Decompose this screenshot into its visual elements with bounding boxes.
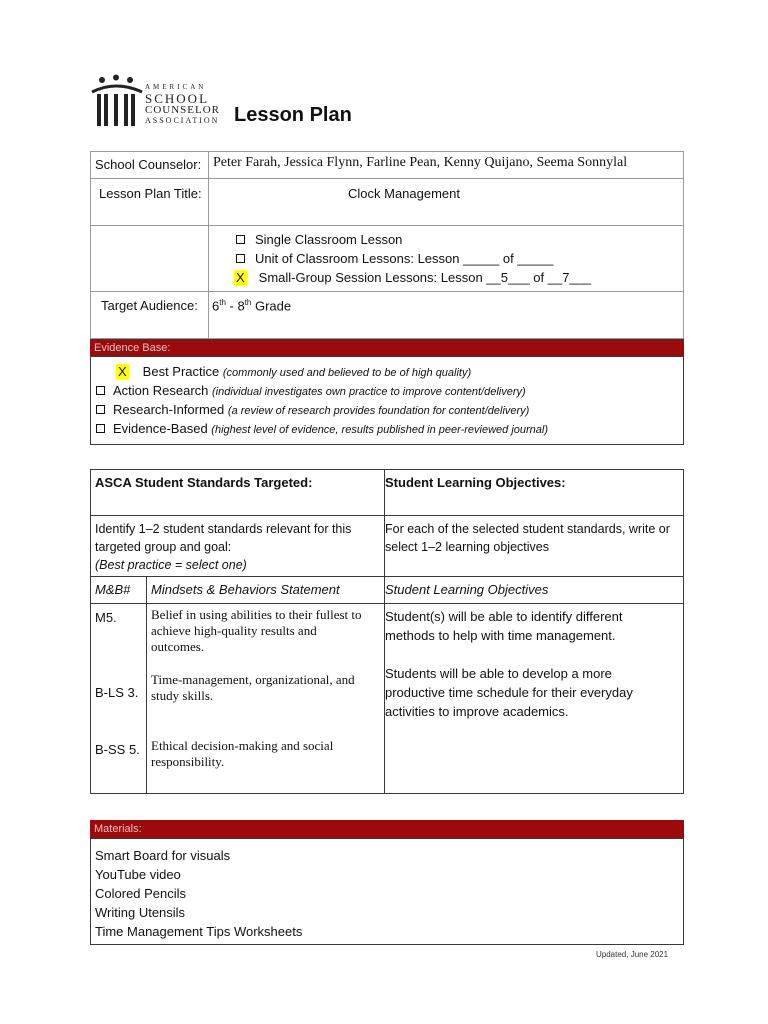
lesson-title-value: Clock Management [348,186,460,201]
counselor-label: School Counselor: [95,157,202,172]
evidence-item-research-informed[interactable]: Research-Informed (a review of research provides foundation for content/delivery) [96,402,529,417]
objectives-header: Student Learning Objectives: [385,475,566,490]
checked-x-icon[interactable]: X [236,270,245,285]
materials-header-bar [90,820,684,839]
standard-code: B-SS 5. [95,742,140,757]
materials-heading: Materials: [94,823,142,835]
evidence-item-evidence-based[interactable]: Evidence-Based (highest level of evidence, results published in peer-reviewed journal) [96,421,548,436]
option-unit-classroom[interactable]: Unit of Classroom Lessons: Lesson _____ of _____ [236,251,553,266]
checkbox-icon[interactable] [236,254,245,263]
logo-line-school: SCHOOL [145,91,210,106]
asca-logo-figures-icon [90,74,144,130]
standards-instructions: Identify 1–2 student standards relevant for this targeted group and goal: (Best practice = select one) [95,522,352,572]
checkbox-icon[interactable] [96,405,105,414]
standard-statement: Ethical decision-making and social responsibility. [151,738,334,769]
updated-note: Updated, June 2021 [596,950,669,959]
learning-objective: Student(s) will be able to identify different methods to help with time management. [385,609,623,643]
list-item: Smart Board for visuals [95,848,231,863]
objectives-instructions: For each of the selected student standards, write or select 1–2 learning objectives [385,522,670,554]
logo-line-counselor: COUNSELOR [145,104,221,116]
evidence-heading: Evidence Base: [94,342,171,354]
checked-x-icon[interactable]: X [118,364,127,379]
col-head-statement: Mindsets & Behaviors Statement [151,582,340,597]
standard-statement: Time-management, organizational, and study skills. [151,672,355,703]
logo-line-american: AMERICAN [145,83,207,91]
target-audience-value: 6th - 8th Grade [212,298,292,314]
asca-logo [90,74,230,130]
page-title: Lesson Plan [234,104,352,126]
counselor-value: Peter Farah, Jessica Flynn, Farline Pean, Kenny Quijano, Seema Sonnylal [213,155,628,170]
option-single-classroom[interactable]: Single Classroom Lesson [236,232,402,247]
standards-header: ASCA Student Standards Targeted: [95,475,313,490]
col-head-mb: M&B# [95,582,131,597]
option-small-group[interactable]: X Small-Group Session Lessons: Lesson __5___ of __7___ [236,270,592,285]
list-item: YouTube video [95,867,181,882]
materials-list [95,846,302,941]
learning-objective: Students will be able to develop a more productive time schedule for their everyday activities to improve academics. [385,666,633,719]
checkbox-icon[interactable] [236,235,245,244]
list-item: Writing Utensils [95,905,186,920]
lesson-title-label: Lesson Plan Title: [99,186,202,201]
checkbox-icon[interactable] [96,424,105,433]
list-item: Colored Pencils [95,886,187,901]
checkbox-icon[interactable] [96,386,105,395]
col-head-objectives: Student Learning Objectives [385,582,549,597]
standard-code: B-LS 3. [95,685,139,700]
evidence-item-best-practice[interactable]: X Best Practice (commonly used and believed to be of high quality) [118,364,472,379]
standard-statement: Belief in using abilities to their fullest to achieve high-quality results and outcomes. [151,607,362,654]
logo-line-association: ASSOCIATION [145,116,220,125]
evidence-header-bar [90,339,684,357]
standard-code: M5. [95,610,117,625]
target-audience-label: Target Audience: [101,298,198,313]
evidence-item-action-research[interactable]: Action Research (individual investigates own practice to improve content/delivery) [96,383,526,398]
list-item: Time Management Tips Worksheets [95,924,303,939]
